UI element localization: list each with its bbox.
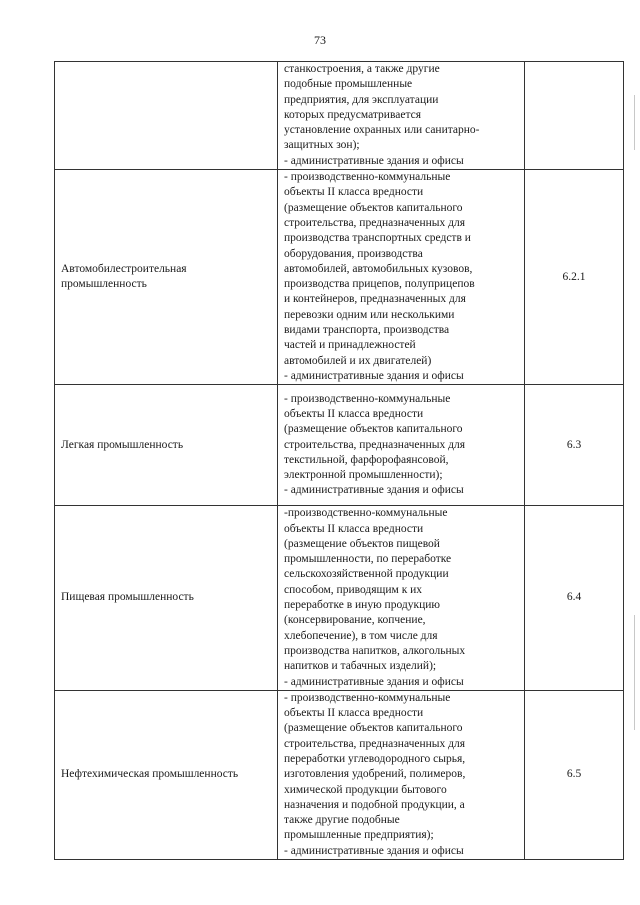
permitted-use-cell xyxy=(278,506,525,691)
description-line: текстильной, фарфорофаянсовой, xyxy=(284,453,449,466)
description-line: переработке в иную продукцию xyxy=(284,599,440,612)
description-line: строительства, предназначенных для xyxy=(284,438,466,451)
description-line: строительства, предназначенных для xyxy=(284,737,466,750)
description-line: строительства, предназначенных для xyxy=(284,216,466,229)
description-line: - производственно-коммунальные xyxy=(284,392,451,405)
page-number: 73 xyxy=(314,33,326,47)
description-line: производства прицепов, полуприцепов xyxy=(284,278,475,291)
description-line: производства транспортных средств и xyxy=(284,232,471,245)
permitted-use-cell xyxy=(278,62,525,170)
scan-edge-mark xyxy=(634,95,635,150)
activity-name-cell: Автомобилестроительная промышленность xyxy=(55,170,278,385)
use-code-cell: 6.2.1 xyxy=(525,170,624,385)
use-code-cell xyxy=(525,62,624,170)
description-line: производства напитков, алкогольных xyxy=(284,644,466,657)
description-line: частей и принадлежностей xyxy=(284,339,416,352)
zoning-table xyxy=(54,61,624,860)
description-line: промышленные предприятия); xyxy=(284,829,434,842)
table-row xyxy=(55,690,624,859)
activity-name-cell: Легкая промышленность xyxy=(55,385,278,506)
description-line: которых предусматривается xyxy=(284,108,422,121)
description-line: видами транспорта, производства xyxy=(284,324,450,337)
description-line: химической продукции бытового xyxy=(284,783,447,796)
description-line: автомобилей, автомобильных кузовов, xyxy=(284,262,473,275)
description-line: перевозки одним или несколькими xyxy=(284,308,455,321)
description-line: -производственно-коммунальные xyxy=(284,507,448,520)
description-line: и контейнеров, предназначенных для xyxy=(284,293,466,306)
description-line: защитных зон); xyxy=(284,139,360,152)
description-line: предприятия, для эксплуатации xyxy=(284,93,439,106)
table-row xyxy=(55,62,624,170)
description-line: - административные здания и офисы xyxy=(284,675,464,688)
scan-edge-mark xyxy=(634,615,635,730)
description-line: автомобилей и их двигателей) xyxy=(284,354,432,367)
description-line: (размещение объектов капитального xyxy=(284,423,463,436)
description-line: изготовления удобрений, полимеров, xyxy=(284,768,466,781)
use-code-cell: 6.3 xyxy=(525,385,624,506)
activity-name-cell xyxy=(55,62,278,170)
description-line: - административные здания и офисы xyxy=(284,369,464,382)
description-line: переработки углеводородного сырья, xyxy=(284,752,466,765)
description-line: также другие подобные xyxy=(284,814,400,827)
description-line: (размещение объектов капитального xyxy=(284,722,463,735)
description-line: - производственно-коммунальные xyxy=(284,691,451,704)
description-line: - административные здания и офисы xyxy=(284,154,464,167)
description-line: промышленности, по переработке xyxy=(284,553,452,566)
permitted-use-cell xyxy=(278,690,525,859)
activity-name-cell: Пищевая промышленность xyxy=(55,506,278,691)
description-line: - производственно-коммунальные xyxy=(284,171,451,184)
description-line: - административные здания и офисы xyxy=(284,844,464,857)
description-line: станкостроения, а также другие xyxy=(284,63,440,75)
description-line: объекты II класса вредности xyxy=(284,707,424,720)
description-line: назначения и подобной продукции, а xyxy=(284,798,465,811)
description-line: способом, приводящим к их xyxy=(284,583,423,596)
description-line: (консервирование, копчение, xyxy=(284,614,426,627)
description-line: объекты II класса вредности xyxy=(284,407,424,420)
table-row xyxy=(55,385,624,506)
permitted-use-cell xyxy=(278,385,525,506)
description-line: установление охранных или санитарно- xyxy=(284,124,480,137)
description-line: объекты II класса вредности xyxy=(284,186,424,199)
description-line: (размещение объектов пищевой xyxy=(284,537,440,550)
table-row xyxy=(55,170,624,385)
description-line: (размещение объектов капитального xyxy=(284,201,463,214)
description-line: - административные здания и офисы xyxy=(284,484,464,497)
description-line: электронной промышленности); xyxy=(284,469,443,482)
description-line: оборудования, производства xyxy=(284,247,423,260)
table-row xyxy=(55,506,624,691)
description-line: подобные промышленные xyxy=(284,78,413,91)
permitted-use-cell xyxy=(278,170,525,385)
description-line: напитков и табачных изделий); xyxy=(284,660,437,673)
use-code-cell: 6.5 xyxy=(525,690,624,859)
description-line: объекты II класса вредности xyxy=(284,522,424,535)
description-line: сельскохозяйственной продукции xyxy=(284,568,449,581)
description-line: хлебопечение), в том числе для xyxy=(284,629,438,642)
activity-name-cell: Нефтехимическая промышленность xyxy=(55,690,278,859)
use-code-cell: 6.4 xyxy=(525,506,624,691)
